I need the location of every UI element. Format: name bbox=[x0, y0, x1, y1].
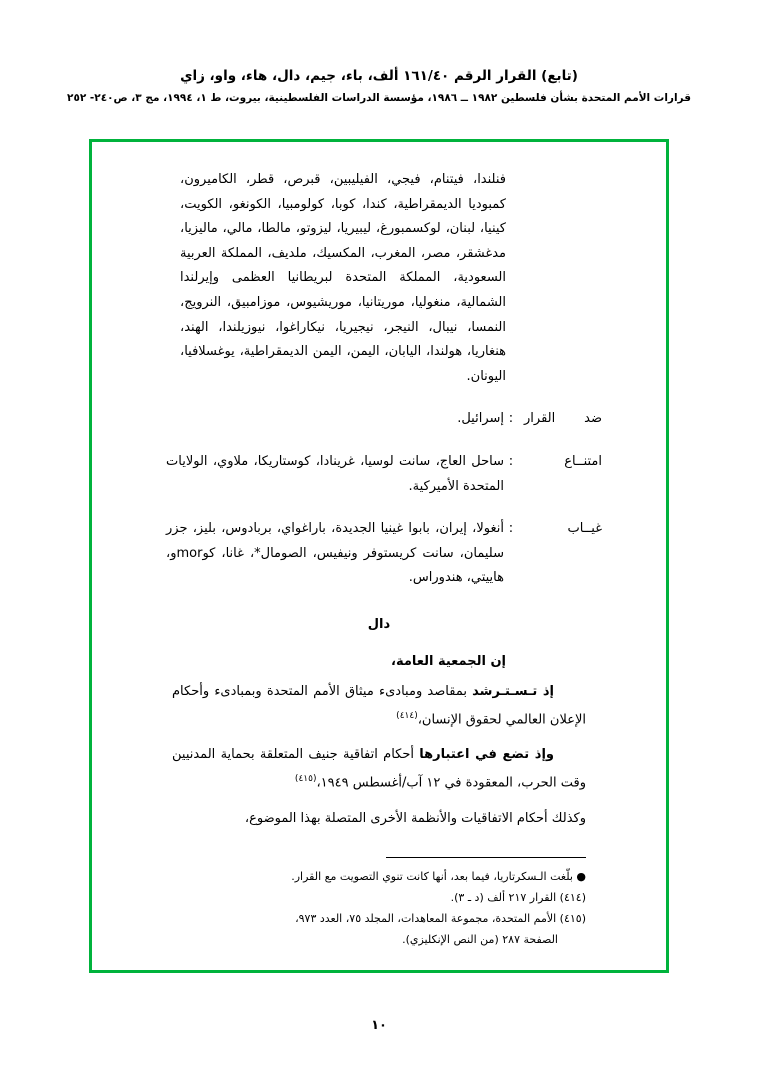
document-body bbox=[92, 168, 666, 950]
footnote-line: (٤١٤) القرار ٢١٧ ألف (د ـ ٣). bbox=[450, 890, 586, 904]
paragraph-text: أحكام اتفاقية جنيف المتعلقة بحماية المدنيين وقت الحرب، المعقودة في ١٢ آب/أغسطس ١٩٤٩، bbox=[172, 747, 586, 791]
vote-countries: ساحل العاج، سانت لوسيا، غرينادا، كوستاريكا، ملاوي، الولايات المتحدة الأميركية. bbox=[166, 453, 504, 494]
vote-row bbox=[156, 407, 602, 432]
header-source-citation: قرارات الأمم المتحدة بشأن فلسطين ١٩٨٢ ــ ١٩٨٦، مؤسسة الدراسات الفلسطينية، بيروت، ط ١، ١٩٩٤، مج ٣، ص٢٤٠- ٢٥٢ bbox=[67, 92, 691, 104]
vote-countries: إسرائيل. bbox=[457, 411, 504, 427]
paragraph-lead: إذ تـسـتـرشد bbox=[472, 683, 555, 699]
vote-row bbox=[156, 517, 602, 591]
section-letter: دال bbox=[367, 616, 391, 632]
footnote-line: الصفحة ٢٨٧ (من النص الإنكليزي). bbox=[402, 932, 558, 946]
paragraph bbox=[156, 742, 602, 795]
vote-colon: : bbox=[508, 453, 514, 469]
header-resolution-title: (تابع) القرار الرقم ١٦١/٤٠ ألف، باء، جيم، دال، هاء، واو، زاي bbox=[180, 68, 578, 84]
paragraph-lead: وإذ تضع في اعتبارها bbox=[419, 747, 554, 763]
page-number: ١٠ bbox=[371, 1018, 387, 1033]
vote-colon: : bbox=[508, 411, 514, 427]
footnote-ref: (٤١٥) bbox=[294, 774, 317, 785]
footnote-ref: (٤١٤) bbox=[396, 710, 418, 721]
paragraph-text: بمقاصد ومبادىء ميثاق الأمم المتحدة وبمبادىء وأحكام الإعلان العالمي لحقوق الإنسان، bbox=[172, 683, 586, 728]
page-header bbox=[0, 66, 758, 107]
assembly-heading: إن الجمعية العامة، bbox=[391, 653, 506, 669]
vote-colon: : bbox=[508, 521, 514, 537]
vote-label: امتنــاع bbox=[564, 453, 602, 469]
footnote-divider bbox=[386, 857, 586, 858]
vote-countries: أنغولا، إيران، بابوا غينيا الجديدة، باراغواي، بربادوس، بليز، جزر سليمان، سانت كريستوفر ونيفيس، الصومال*، غانا، كوmorو، هاييتي، هندوراس. bbox=[166, 521, 504, 586]
footnote-line: (٤١٥) الأمم المتحدة، مجموعة المعاهدات، المجلد ٧٥، العدد ٩٧٣، bbox=[295, 911, 586, 925]
paragraph bbox=[156, 806, 602, 831]
paragraph bbox=[156, 679, 602, 732]
paragraph-text: وكذلك أحكام الاتفاقيات والأنظمة الأخرى المتصلة بهذا الموضوع، bbox=[244, 810, 586, 826]
vote-label: غيــاب bbox=[567, 521, 602, 537]
content-frame bbox=[89, 139, 669, 973]
footnote-block bbox=[156, 866, 602, 950]
vote-label: ضد القرار bbox=[524, 411, 602, 427]
vote-row bbox=[156, 450, 602, 499]
footnote-line: ● بلّغت الـسكرتاريا، فيما بعد، أنها كانت تنوي التصويت مع القرار. bbox=[291, 869, 586, 883]
country-list: فنلندا، فيتنام، فيجي، الفيليبين، قبرص، قطر، الكاميرون، كمبوديا الديمقراطية، كندا، كوبا، كولومبيا، الكونغو، الكويت، كينيا، لبنان، لوكسمبورغ، ليبيريا، ليزوتو، مالطا، مالي، ماليزيا، مدغشقر، مصر، المغرب، المكسيك، ملديف، المملكة العربية السعودية، المملكة المتحدة لبريطانيا العظمى وإيرلندا الشمالية، منغوليا، موريتانيا، موريشيوس، موزامبيق، النرويج، النمسا، نيبال، النيجر، نيجيريا، نيكاراغوا، نيوزيلندا، الهند، هنغاريا، هولندا، اليابان، اليمن، اليمن الديمقراطية، يوغسلافيا، اليونان. bbox=[180, 172, 506, 384]
